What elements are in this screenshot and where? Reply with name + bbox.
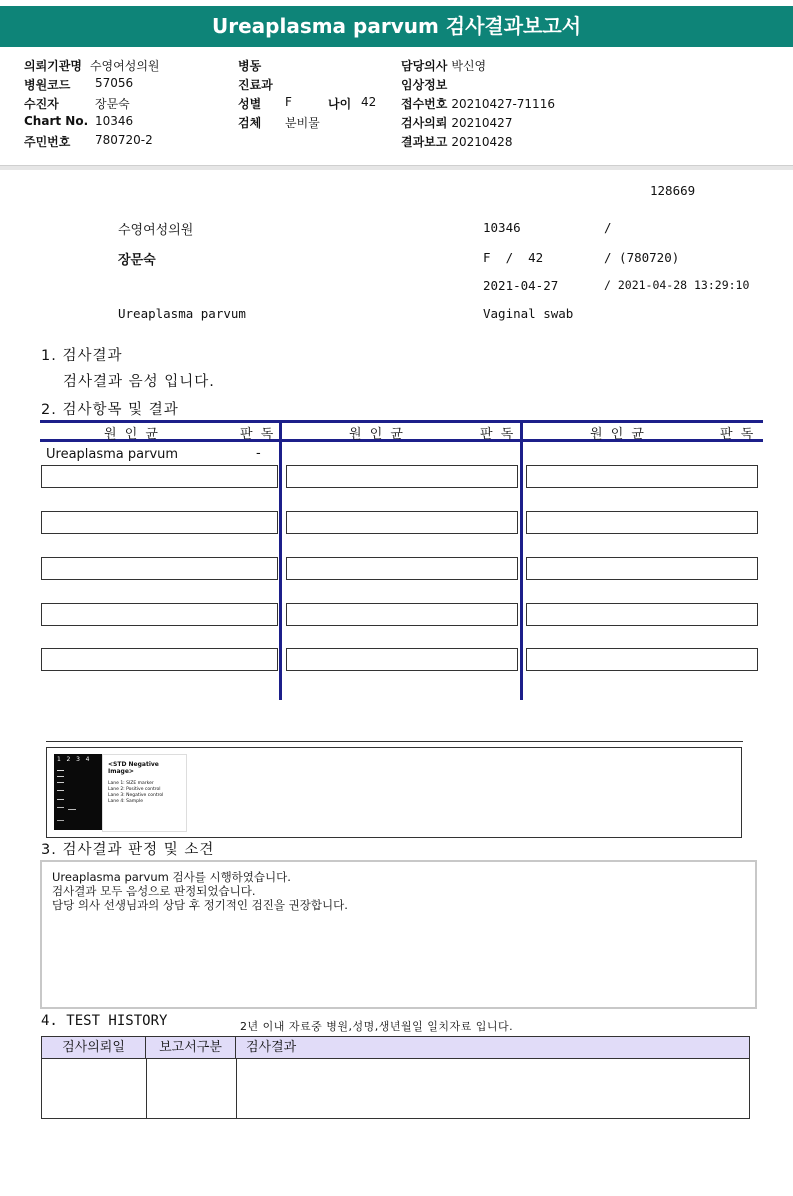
gel-caption-line: Lane 2: Positive control	[108, 787, 161, 792]
age-value: 42	[361, 95, 377, 109]
info-test-name: Ureaplasma parvum	[118, 306, 246, 321]
chart-label: Chart No.	[24, 114, 89, 128]
institution-label: 의뢰기관명	[24, 59, 82, 73]
info-specimen: Vaginal swab	[483, 306, 574, 321]
header-right-col	[401, 57, 701, 152]
result-box	[41, 648, 278, 671]
gel-band	[57, 782, 64, 783]
gel-image	[54, 754, 102, 830]
section4-note: 2년 이내 자료중 병원,성명,생년월일 일치자료 입니다.	[240, 1020, 514, 1033]
result-box	[286, 511, 518, 534]
opinion-line: Ureaplasma parvum 검사를 시행하였습니다.	[52, 870, 291, 884]
result-box	[526, 465, 758, 488]
section1-title: 1. 검사결과	[41, 348, 123, 364]
age-label: 나이	[328, 97, 352, 111]
col1-pathogen-header: 원 인 균	[104, 427, 160, 442]
col2-result-header: 판 독	[480, 427, 516, 442]
gel-band	[57, 776, 64, 777]
doctor-value: 박신영	[451, 59, 487, 73]
section1-result-text: 검사결과 음성 입니다.	[63, 374, 215, 390]
dept-label: 진료과	[238, 78, 273, 92]
specimen-label: 검체	[238, 116, 262, 130]
col3-result-header: 판 독	[720, 427, 756, 442]
opinion-text	[52, 870, 755, 912]
receipt-value: 20210427-71116	[451, 97, 555, 111]
col3-pathogen-header: 원 인 균	[590, 427, 646, 442]
receipt-label: 접수번호	[401, 97, 448, 111]
history-divider	[236, 1058, 237, 1118]
result-box	[526, 557, 758, 580]
result-box	[526, 511, 758, 534]
history-col-type: 보고서구분	[146, 1037, 236, 1058]
opinion-box	[40, 860, 757, 1009]
gel-caption-line: Lane 4: Sample	[108, 799, 143, 804]
info-request-date: 2021-04-27	[483, 278, 559, 293]
info-hospital: 수영여성의원	[118, 223, 194, 238]
doctor-label: 담당의사	[401, 59, 448, 73]
gel-caption-title: <STD Negative Image>	[108, 761, 159, 775]
header-left-col	[24, 57, 160, 152]
info-slash: /	[604, 220, 612, 235]
gel-caption-box	[102, 754, 187, 832]
report-number: 128669	[650, 183, 696, 198]
result-box	[41, 511, 278, 534]
result-box	[41, 603, 278, 626]
header-separator	[0, 165, 793, 170]
sex-label: 성별	[238, 97, 262, 111]
opinion-line: 담당 의사 선생님과의 상담 후 정기적인 검진을 권장합니다.	[52, 898, 348, 912]
info-birth: / (780720)	[604, 250, 680, 265]
info-sex-age: F / 42	[483, 250, 544, 265]
col1-result-header: 판 독	[240, 427, 276, 442]
report-value: 20210428	[451, 135, 513, 149]
specimen-value: 분비물	[285, 116, 320, 130]
hospcode-label: 병원코드	[24, 78, 71, 92]
patient-label: 수진자	[24, 97, 59, 111]
gel-band	[57, 820, 64, 821]
history-col-date: 검사의뢰일	[42, 1037, 146, 1058]
info-patient-name: 장문숙	[118, 253, 156, 268]
hospcode-value: 57056	[95, 76, 134, 90]
ward-label: 병동	[238, 59, 262, 73]
history-header	[42, 1037, 749, 1059]
gel-panel	[46, 747, 742, 838]
result-box	[286, 648, 518, 671]
patient-value: 장문숙	[95, 97, 130, 111]
clinical-label: 임상정보	[401, 78, 448, 92]
result-box	[286, 465, 518, 488]
history-divider	[146, 1058, 147, 1118]
section4-title: 4. TEST HISTORY	[41, 1013, 168, 1029]
row1-result: -	[256, 446, 261, 461]
gel-lane-numbers: 1 2 3 4	[57, 756, 90, 763]
gel-panel-rule	[46, 741, 743, 742]
result-box	[41, 557, 278, 580]
result-box	[286, 603, 518, 626]
history-table	[41, 1036, 750, 1119]
report-label: 결과보고	[401, 135, 448, 149]
gel-band	[68, 809, 76, 810]
rrn-label: 주민번호	[24, 135, 71, 149]
gel-caption-line: Lane 3: Negative control	[108, 793, 164, 798]
info-report-datetime: / 2021-04-28 13:29:10	[604, 278, 750, 292]
request-value: 20210427	[451, 116, 513, 130]
rrn-value: 780720-2	[95, 133, 153, 147]
history-col-result: 검사결과	[246, 1040, 297, 1055]
table-divider-1	[279, 420, 282, 700]
sex-value: F	[285, 95, 292, 109]
gel-band	[57, 807, 64, 808]
chart-value: 10346	[95, 114, 134, 128]
result-box	[41, 465, 278, 488]
gel-band	[57, 770, 64, 771]
section3-title: 3. 검사결과 판정 및 소견	[41, 842, 215, 858]
gel-band	[57, 799, 64, 800]
info-chart: 10346	[483, 220, 521, 235]
result-box	[286, 557, 518, 580]
request-label: 검사의뢰	[401, 116, 448, 130]
section2-title: 2. 검사항목 및 결과	[41, 402, 179, 418]
result-box	[526, 603, 758, 626]
header-mid-col	[238, 57, 388, 133]
gel-caption-line: Lane 1: SIZE marker	[108, 781, 154, 786]
report-title: Ureaplasma parvum 검사결과보고서	[0, 6, 793, 47]
opinion-line: 검사결과 모두 음성으로 판정되었습니다.	[52, 884, 256, 898]
col2-pathogen-header: 원 인 균	[349, 427, 405, 442]
table-divider-2	[520, 420, 523, 700]
gel-band	[57, 790, 64, 791]
row1-pathogen: Ureaplasma parvum	[46, 447, 179, 462]
result-box	[526, 648, 758, 671]
institution-value: 수영여성의원	[89, 59, 160, 73]
